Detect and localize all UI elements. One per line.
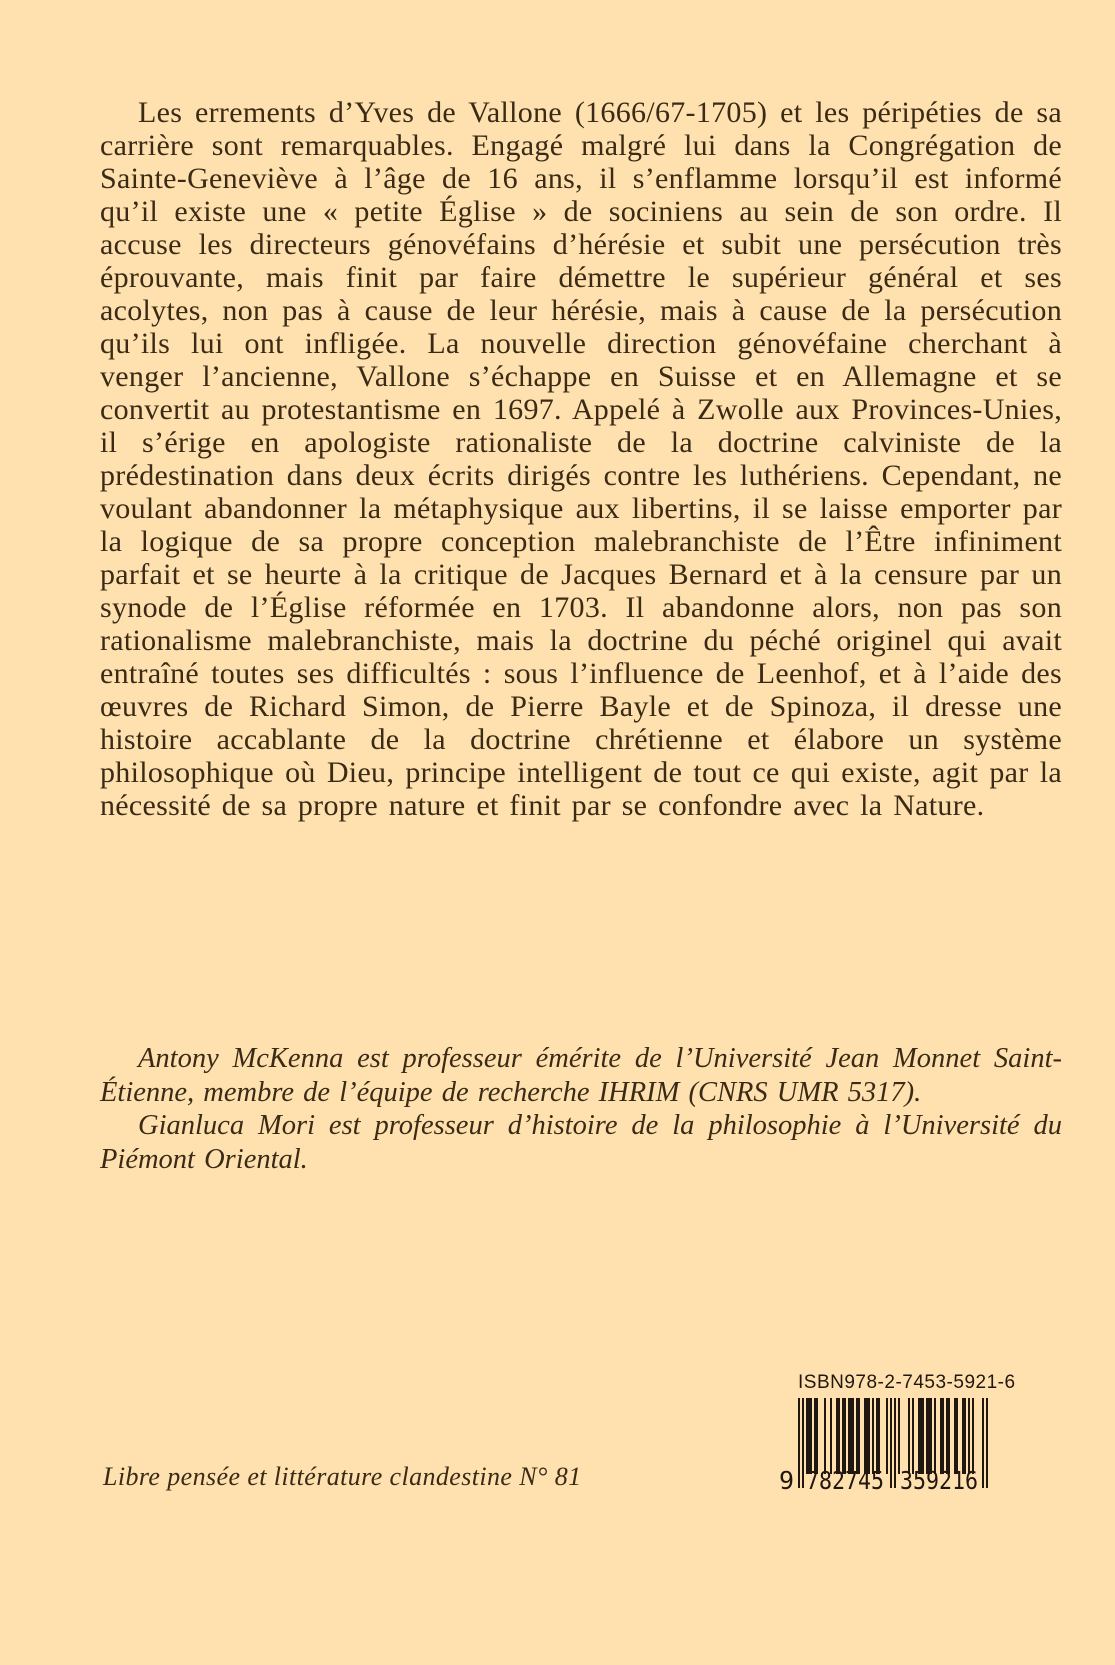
isbn-number: 978-2-7453-5921-6 xyxy=(844,1372,1016,1393)
isbn-row xyxy=(798,1372,1016,1394)
author-bio-mori: Gianluca Mori est professeur d’histoire de la philosophie à l’Université du Piémont Oriental. xyxy=(100,1110,1062,1175)
svg-text:359216: 359216 xyxy=(900,1466,978,1491)
svg-text:9: 9 xyxy=(779,1466,795,1491)
isbn-label: ISBN xyxy=(798,1372,845,1393)
ean13-barcode-icon xyxy=(777,1398,991,1491)
isbn-barcode-block xyxy=(777,1372,1016,1491)
synopsis-text: Les errements d’Yves de Vallone (1666/67-1705) et les péripéties de sa carrière sont remarquables. Engagé malgré lui dans la Congrégation de Sainte-Geneviève à l’âge de 16 ans, il s’enflamme lorsqu’il est informé qu’il existe une « petite Église » de sociniens au sein de son ordre. Il accuse les directeurs génovéfains d’hérésie et subit une persécution très éprouvante, mais finit par faire démettre le supérieur général et ses acolytes, non pas à cause de leur hérésie, mais à cause de la persécution qu’ils lui ont infligée. La nouvelle direction génovéfaine cherchant à venger l’ancienne, Vallone s’échappe en Suisse et en Allemagne et se convertit au protestantisme en 1697. Appelé à Zwolle aux Provinces-Unies, il s’érige en apologiste rationaliste de la doctrine calviniste de la prédestination dans deux écrits dirigés contre les luthériens. Cependant, ne voulant abandonner la métaphysique aux libertins, il se laisse emporter par la logique de sa propre conception malebranchiste de l’Être infiniment parfait et se heurte à la critique de Jacques Bernard et à la censure par un synode de l’Église réformée en 1703. Il abandonne alors, non pas son rationalisme malebranchiste, mais la doctrine du péché originel qui avait entraîné toutes ses difficultés : sous l’influence de Leenhof, et à l’aide des œuvres de Richard Simon, de Pierre Bayle et de Spinoza, il dresse une histoire accablante de la doctrine chrétienne et élabore un système philosophique où Dieu, principe intelligent de tout ce qui existe, agit par la nécessité de sa propre nature et finit par se confondre avec la Nature. xyxy=(100,96,1062,822)
author-bio-mckenna: Antony McKenna est professeur émérite de l’Université Jean Monnet Saint-Étienne, membre de l’équipe de recherche IHRIM (CNRS UMR 5317). xyxy=(100,1043,1062,1108)
series-title: Libre pensée et littérature clandestine N° 81 xyxy=(103,1462,582,1491)
svg-text:782745: 782745 xyxy=(806,1466,884,1491)
author-bios xyxy=(100,1042,1062,1176)
